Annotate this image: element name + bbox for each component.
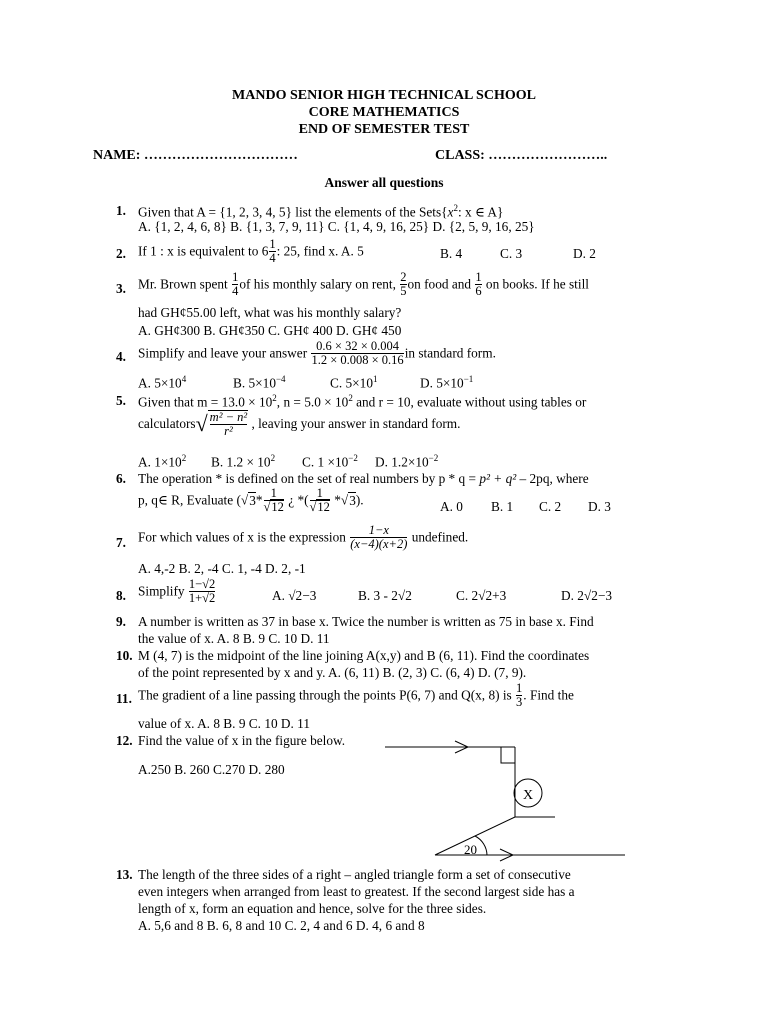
question-text: For which values of x is the expression $\frac{1-x}{(x-4)(x+2)}$ undefined.	[138, 523, 469, 551]
instruction: Answer all questions	[324, 175, 444, 190]
class-label: CLASS: ……………………..	[435, 148, 608, 163]
option-d: D. $1.2\times 10^{-2}$	[375, 453, 439, 470]
name-label: NAME: ……………………………	[93, 148, 298, 163]
option-a: A. $1\times 10^2$	[138, 453, 187, 470]
option-b: B. 4	[440, 246, 463, 261]
question-number: 5.	[116, 393, 126, 408]
school-name: MANDO SENIOR HIGH TECHNICAL SCHOOL	[232, 88, 536, 103]
question-text-cont: of the point represented by x and y. A. (6, 11) B. (2, 3) C. (6, 4) D. (7, 9).	[138, 665, 527, 680]
option-a: A. $5\times 10^4$	[138, 374, 187, 391]
option-c: C. 2	[539, 499, 562, 514]
question-text: M (4, 7) is the midpoint of the line joining A(x,y) and B (6, 11). Find the coordinates	[138, 648, 590, 663]
question-number: 10.	[116, 648, 133, 663]
question-number: 4.	[116, 349, 126, 364]
question-text: If 1 : x is equivalent to 6 $\frac{1}{4}$ : 25, find x. A. 5	[138, 237, 364, 265]
question-text: The operation * is defined on the set of real numbers by p * q = p² + q² – 2pq, where	[138, 471, 589, 486]
option-c: C. 3	[500, 246, 523, 261]
question-number: 12.	[116, 733, 133, 748]
option-b: B. 3 - 2√2	[358, 588, 412, 603]
question-text-cont: calculators√ $\frac{\text{m² − n²}}{\text{r²}}$ , leaving your answer in standard form.	[138, 410, 461, 438]
question-number: 2.	[116, 246, 126, 261]
option-b: B. $1.2 \times 10^2$	[211, 453, 276, 470]
answer-options: A. {1, 2, 4, 6, 8} B. {1, 3, 7, 9, 11} C. {1, 4, 9, 16, 25} D. {2, 5, 9, 16, 25}	[138, 219, 535, 234]
question-text-cont: had GH¢55.00 left, what was his monthly salary?	[138, 305, 402, 320]
option-d: D. 2	[573, 246, 596, 261]
option-c: C. 2√2+3	[456, 588, 507, 603]
question-text: Given that A = {1, 2, 3, 4, 5} list the elements of the $Sets\{x^2$: x ∈ A}	[138, 203, 504, 220]
question-text-cont: p, q∈ R, Evaluate (√3* $\frac{1}{√12}$ ¿ *( $\frac{1}{√12}$ *√3).	[138, 486, 364, 514]
question-text: Simplify $\frac{1-√2}{1+√2}$	[138, 577, 216, 605]
question-text: Given that $m = 13.0 \times 10^2$, $n = 5.0 \times 10^2$ and r = 10, evaluate without using tables or	[138, 393, 587, 410]
option-c: C. $5\times 10^1$	[330, 374, 378, 391]
question-number: 9.	[116, 614, 126, 629]
option-c: C. $1 \times 10^{-2}$	[302, 453, 358, 470]
question-text-cont: even integers when arranged from least to greatest. If the second largest side has a	[138, 884, 575, 899]
option-b: B. 1	[491, 499, 514, 514]
question-number: 3.	[116, 281, 126, 296]
question-text: Simplify and leave your answer $\frac{0.6 \times 32 \times 0.004}{1.2 \times 0.008 \times 0.16}$ in standard form.	[138, 339, 496, 367]
option-d: D. $5\times 10^{-1}$	[420, 374, 474, 391]
question-number: 1.	[116, 203, 126, 218]
angle-20-label: 20	[464, 842, 477, 857]
answer-options: A. GH¢300 B. GH¢350 C. GH¢ 400 D. GH¢ 450	[138, 323, 402, 338]
question-text-cont: length of x, form an equation and hence, solve for the three sides.	[138, 901, 487, 916]
option-a: A. √2−3	[272, 588, 317, 603]
question-text-cont: the value of x. A. 8 B. 9 C. 10 D. 11	[138, 631, 330, 646]
subject-title: CORE MATHEMATICS	[308, 105, 460, 120]
option-d: D. 2√2−3	[561, 588, 612, 603]
question-text-cont: value of x. A. 8 B. 9 C. 10 D. 11	[138, 716, 310, 731]
angle-x-label: X	[522, 788, 534, 803]
question-number: 6.	[116, 471, 126, 486]
angle-figure	[380, 735, 640, 870]
answer-options: A.250 B. 260 C.270 D. 280	[138, 762, 285, 777]
option-b: B. $5\times 10^{-4}$	[233, 374, 286, 391]
question-number: 13.	[116, 867, 133, 882]
question-text: Mr. Brown spent $\frac{1}{4}$ of his monthly salary on rent, $\frac{2}{5}$ on food and $\frac{1}{6}$ on books. If he still	[138, 270, 589, 298]
question-text: The gradient of a line passing through the points P(6, 7) and Q(x, 8) is $\frac{1}{3}$ . Find the	[138, 681, 574, 709]
question-number: 8.	[116, 588, 126, 603]
option-a: A. 0	[440, 499, 463, 514]
question-text: A number is written as 37 in base x. Twice the number is written as 75 in base x. Find	[138, 614, 594, 629]
question-text: The length of the three sides of a right – angled triangle form a set of consecutive	[138, 867, 571, 882]
answer-options: A. 5,6 and 8 B. 6, 8 and 10 C. 2, 4 and 6 D. 4, 6 and 8	[138, 918, 425, 933]
question-number: 7.	[116, 535, 126, 550]
answer-options: A. 4,-2 B. 2, -4 C. 1, -4 D. 2, -1	[138, 561, 306, 576]
option-d: D. 3	[588, 499, 611, 514]
question-text: Find the value of x in the figure below.	[138, 733, 346, 748]
question-number: 11.	[116, 691, 132, 706]
right-angle-mark	[501, 747, 515, 763]
test-title: END OF SEMESTER TEST	[298, 122, 470, 137]
